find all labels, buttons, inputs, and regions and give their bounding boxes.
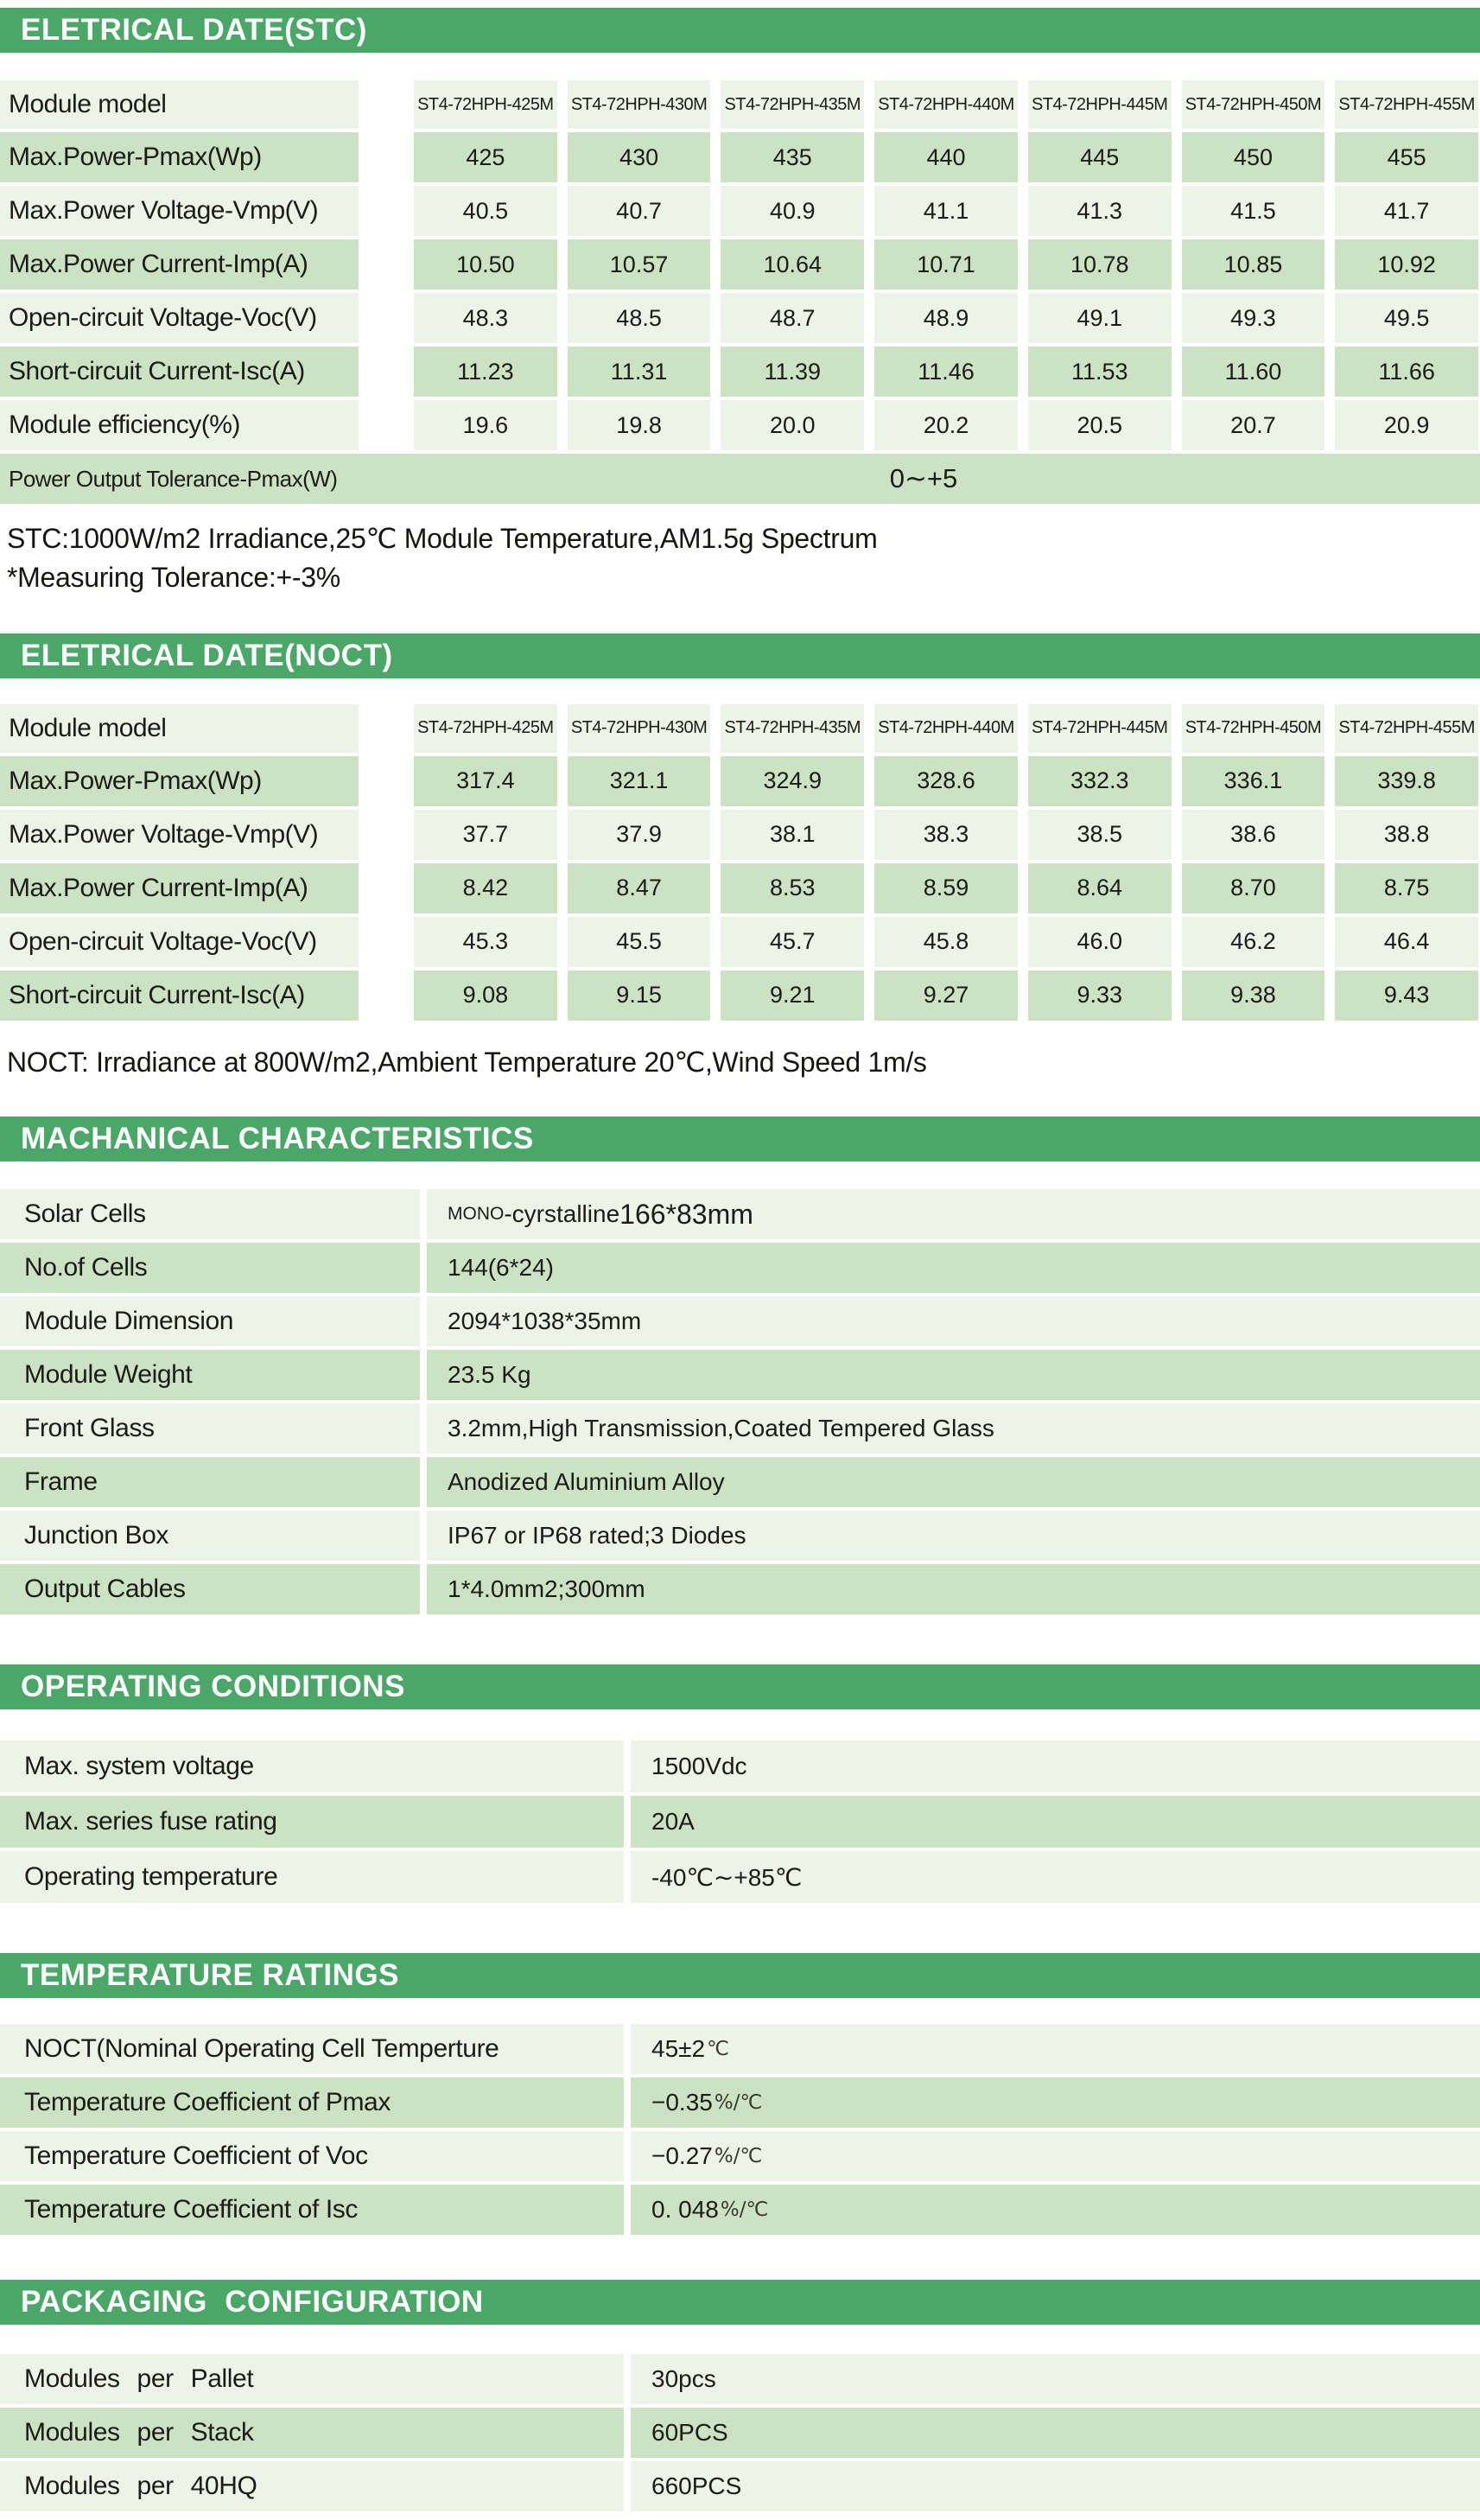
stc-row-isc	[0, 347, 1480, 397]
value-cell: 321.1	[568, 756, 711, 806]
noct-table	[0, 704, 1480, 1021]
mech-row-junction-box	[0, 1511, 1480, 1561]
op-row-temperature	[0, 1851, 1480, 1903]
op-row-fuse	[0, 1796, 1480, 1848]
noct-row-voc	[0, 917, 1480, 967]
stc-notes	[0, 519, 1480, 598]
value-cell: 8.47	[568, 863, 711, 913]
value-cell: 9.21	[721, 970, 864, 1021]
value-cell: 46.0	[1028, 917, 1172, 967]
packaging-table	[0, 2354, 1480, 2511]
value-cell: 46.4	[1335, 917, 1478, 967]
section-header-temperature	[0, 1953, 1480, 1998]
value-cell: 20.2	[874, 400, 1018, 450]
row-label: Temperature Coefficient of Voc	[0, 2131, 624, 2181]
stc-row-vmp	[0, 186, 1480, 236]
value-cell: 660PCS	[631, 2461, 1480, 2511]
value-cell: 9.43	[1335, 970, 1478, 1021]
noct-row-imp	[0, 863, 1480, 913]
mech-row-weight	[0, 1350, 1480, 1400]
value-cell: 2094*1038*35mm	[427, 1296, 1480, 1346]
value-cell: 11.60	[1182, 347, 1325, 397]
value-cell: 9.27	[874, 970, 1018, 1021]
row-label: Max.Power Current-Imp(A)	[0, 239, 359, 290]
row-label: No.of Cells	[0, 1243, 420, 1293]
row-label: Max.Power-Pmax(Wp)	[0, 756, 359, 806]
noct-notes	[0, 1043, 1480, 1082]
row-label: Max.Power Current-Imp(A)	[0, 863, 359, 913]
value-cell: 10.50	[414, 239, 557, 290]
temperature-table	[0, 2024, 1480, 2235]
row-label: Modules per Pallet	[0, 2354, 624, 2404]
solar-cells-size: 166*83mm	[619, 1198, 753, 1230]
value-cell: 45.3	[414, 917, 557, 967]
noct-row-vmp	[0, 810, 1480, 860]
value-cell: 11.46	[874, 347, 1018, 397]
value-cell: 336.1	[1182, 756, 1325, 806]
section-header-noct	[0, 633, 1480, 678]
model-header: ST4-72HPH-430M	[568, 704, 711, 753]
stc-row-voc	[0, 293, 1480, 343]
value-cell: 41.3	[1028, 186, 1172, 236]
mech-row-front-glass	[0, 1403, 1480, 1454]
value-cell: 9.33	[1028, 970, 1172, 1021]
section-title-operating: OPERATING CONDITIONS	[21, 1670, 405, 1704]
mechanical-table	[0, 1189, 1480, 1614]
value-cell: 8.59	[874, 863, 1018, 913]
value-cell: 425	[414, 132, 557, 182]
temp-row-noct	[0, 2024, 1480, 2074]
value-cell: IP67 or IP68 rated;3 Diodes	[427, 1511, 1480, 1561]
value-cell: 8.53	[721, 863, 864, 913]
row-label: Short-circuit Current-Isc(A)	[0, 970, 359, 1021]
value-cell: 10.57	[568, 239, 711, 290]
value-cell: 49.1	[1028, 293, 1172, 343]
row-label: Temperature Coefficient of Isc	[0, 2185, 624, 2235]
value-cell: 20.0	[721, 400, 864, 450]
section-header-operating	[0, 1664, 1480, 1709]
value-cell: 40.7	[568, 186, 711, 236]
row-label: Output Cables	[0, 1564, 420, 1614]
section-title-mechanical: MACHANICAL CHARACTERISTICS	[21, 1122, 534, 1156]
value-cell: 455	[1335, 132, 1478, 182]
stc-header-row	[0, 80, 1480, 129]
row-label: Max.Power Voltage-Vmp(V)	[0, 810, 359, 860]
value-cell: 9.15	[568, 970, 711, 1021]
section-title-stc: ELETRICAL DATE(STC)	[21, 13, 367, 47]
value-cell: 38.5	[1028, 810, 1172, 860]
value-cell: 37.9	[568, 810, 711, 860]
value-cell: 3.2mm,High Transmission,Coated Tempered Glass	[427, 1403, 1480, 1454]
value-cell: 10.92	[1335, 239, 1478, 290]
value-cell	[427, 1189, 1480, 1239]
value-cell: 450	[1182, 132, 1325, 182]
mech-row-output-cables	[0, 1564, 1480, 1614]
value-cell: 10.85	[1182, 239, 1325, 290]
temp-value: 0. 048	[651, 2196, 719, 2224]
value-cell: 440	[874, 132, 1018, 182]
temp-row-voc-coeff	[0, 2131, 1480, 2181]
row-label: Max.Power Voltage-Vmp(V)	[0, 186, 359, 236]
value-cell: 9.08	[414, 970, 557, 1021]
value-cell: 41.7	[1335, 186, 1478, 236]
row-label: Operating temperature	[0, 1851, 624, 1903]
value-cell: 10.71	[874, 239, 1018, 290]
value-cell: 445	[1028, 132, 1172, 182]
temp-row-pmax-coeff	[0, 2078, 1480, 2128]
noct-header-row	[0, 704, 1480, 753]
solar-cells-mono: MONO	[448, 1204, 505, 1225]
value-cell: 8.64	[1028, 863, 1172, 913]
row-label: Temperature Coefficient of Pmax	[0, 2078, 624, 2128]
section-header-mechanical	[0, 1117, 1480, 1161]
value-cell: 435	[721, 132, 864, 182]
value-cell: 37.7	[414, 810, 557, 860]
row-label: Frame	[0, 1457, 420, 1507]
pack-row-pallet	[0, 2354, 1480, 2404]
row-label: NOCT(Nominal Operating Cell Temperture	[0, 2024, 624, 2074]
row-label: Short-circuit Current-Isc(A)	[0, 347, 359, 397]
model-header: ST4-72HPH-435M	[721, 704, 864, 753]
mech-row-frame	[0, 1457, 1480, 1507]
value-cell: 41.1	[874, 186, 1018, 236]
value-cell: 19.6	[414, 400, 557, 450]
model-header: ST4-72HPH-445M	[1028, 80, 1172, 129]
model-header: ST4-72HPH-450M	[1182, 80, 1325, 129]
temp-row-isc-coeff	[0, 2185, 1480, 2235]
temp-value: −0.35	[651, 2089, 713, 2116]
section-title-temperature: TEMPERATURE RATINGS	[21, 1958, 399, 1993]
row-label: Open-circuit Voltage-Voc(V)	[0, 917, 359, 967]
value-cell: 49.5	[1335, 293, 1478, 343]
section-title-packaging: PACKAGING CONFIGURATION	[21, 2285, 484, 2320]
noct-note: NOCT: Irradiance at 800W/m2,Ambient Temperature 20℃,Wind Speed 1m/s	[7, 1046, 927, 1078]
value-cell: 23.5 Kg	[427, 1350, 1480, 1400]
section-title-noct: ELETRICAL DATE(NOCT)	[21, 638, 393, 672]
op-row-voltage	[0, 1740, 1480, 1792]
temp-unit: ℃	[707, 2038, 729, 2061]
value-cell	[631, 2131, 1480, 2181]
value-cell: 339.8	[1335, 756, 1478, 806]
value-cell: 41.5	[1182, 186, 1325, 236]
value-cell: 1500Vdc	[631, 1740, 1480, 1792]
value-cell: 20A	[631, 1796, 1480, 1848]
mech-row-dimension	[0, 1296, 1480, 1346]
section-header-packaging	[0, 2280, 1480, 2325]
value-cell: 11.23	[414, 347, 557, 397]
model-header: ST4-72HPH-455M	[1335, 80, 1478, 129]
value-cell	[631, 2024, 1480, 2074]
row-label: Module model	[0, 80, 359, 129]
value-cell: 38.3	[874, 810, 1018, 860]
row-label: Modules per 40HQ	[0, 2461, 624, 2511]
row-label: Max. series fuse rating	[0, 1796, 624, 1848]
tolerance-value: 0∼+5	[889, 463, 958, 493]
stc-row-imp	[0, 239, 1480, 290]
value-cell: 48.7	[721, 293, 864, 343]
value-cell: 11.39	[721, 347, 864, 397]
mech-row-cells	[0, 1243, 1480, 1293]
noct-row-isc	[0, 970, 1480, 1021]
row-label: Max.Power-Pmax(Wp)	[0, 132, 359, 182]
value-cell	[631, 2185, 1480, 2235]
model-header: ST4-72HPH-445M	[1028, 704, 1172, 753]
value-cell: 60PCS	[631, 2408, 1480, 2458]
value-cell: 40.5	[414, 186, 557, 236]
stc-note-1: STC:1000W/m2 Irradiance,25℃ Module Temperature,AM1.5g Spectrum	[7, 523, 878, 554]
value-cell: 38.8	[1335, 810, 1478, 860]
pack-row-stack	[0, 2408, 1480, 2458]
model-header: ST4-72HPH-440M	[874, 704, 1018, 753]
value-cell: 1*4.0mm2;300mm	[427, 1564, 1480, 1614]
row-label: Module Weight	[0, 1350, 420, 1400]
row-label: Power Output Tolerance-Pmax(W)	[9, 465, 338, 492]
row-label: Module efficiency(%)	[0, 400, 359, 450]
model-header: ST4-72HPH-450M	[1182, 704, 1325, 753]
value-cell	[631, 2078, 1480, 2128]
section-header-stc	[0, 8, 1480, 53]
value-cell: 20.5	[1028, 400, 1172, 450]
value-cell: 11.31	[568, 347, 711, 397]
row-label: Module Dimension	[0, 1296, 420, 1346]
stc-row-pmax	[0, 132, 1480, 182]
value-cell: 8.42	[414, 863, 557, 913]
value-cell: 30pcs	[631, 2354, 1480, 2404]
temp-unit: %/℃	[720, 2199, 769, 2222]
value-cell: 46.2	[1182, 917, 1325, 967]
model-header: ST4-72HPH-425M	[414, 80, 557, 129]
row-label: Max. system voltage	[0, 1740, 624, 1792]
value-cell: 328.6	[874, 756, 1018, 806]
value-cell: 20.7	[1182, 400, 1325, 450]
stc-note-2: *Measuring Tolerance:+-3%	[7, 562, 340, 594]
value-cell: 144(6*24)	[427, 1243, 1480, 1293]
row-label: Front Glass	[0, 1403, 420, 1454]
value-cell: 45.8	[874, 917, 1018, 967]
value-cell: 20.9	[1335, 400, 1478, 450]
value-cell: 38.6	[1182, 810, 1325, 860]
value-cell: 430	[568, 132, 711, 182]
stc-row-tolerance	[0, 454, 1480, 504]
noct-row-pmax	[0, 756, 1480, 806]
row-label: Modules per Stack	[0, 2408, 624, 2458]
temp-unit: %/℃	[714, 2145, 763, 2168]
value-cell: 11.53	[1028, 347, 1172, 397]
value-cell: -40℃∼+85℃	[631, 1851, 1480, 1903]
value-cell: 8.70	[1182, 863, 1325, 913]
value-cell: 48.9	[874, 293, 1018, 343]
model-header: ST4-72HPH-455M	[1335, 704, 1478, 753]
model-header: ST4-72HPH-440M	[874, 80, 1018, 129]
value-cell: 45.5	[568, 917, 711, 967]
solar-cells-type: -cyrstalline	[504, 1200, 620, 1228]
temp-value: −0.27	[651, 2142, 713, 2170]
value-cell: 11.66	[1335, 347, 1478, 397]
model-header: ST4-72HPH-425M	[414, 704, 557, 753]
stc-row-efficiency	[0, 400, 1480, 450]
row-label: Junction Box	[0, 1511, 420, 1561]
value-cell: 317.4	[414, 756, 557, 806]
value-cell: 49.3	[1182, 293, 1325, 343]
stc-table	[0, 80, 1480, 504]
operating-table	[0, 1740, 1480, 1903]
mech-row-solar-cells	[0, 1189, 1480, 1239]
value-cell: 10.78	[1028, 239, 1172, 290]
pack-row-40hq	[0, 2461, 1480, 2511]
value-cell: 332.3	[1028, 756, 1172, 806]
model-header: ST4-72HPH-435M	[721, 80, 864, 129]
value-cell: 324.9	[721, 756, 864, 806]
value-cell: 48.5	[568, 293, 711, 343]
temp-value: 45±2	[651, 2035, 706, 2063]
temp-unit: %/℃	[714, 2091, 763, 2115]
value-cell: 38.1	[721, 810, 864, 860]
row-label: Open-circuit Voltage-Voc(V)	[0, 293, 359, 343]
row-label: Solar Cells	[0, 1189, 420, 1239]
value-cell: 10.64	[721, 239, 864, 290]
value-cell: 8.75	[1335, 863, 1478, 913]
row-label: Module model	[0, 704, 359, 753]
value-cell: Anodized Aluminium Alloy	[427, 1457, 1480, 1507]
model-header: ST4-72HPH-430M	[568, 80, 711, 129]
value-cell: 40.9	[721, 186, 864, 236]
value-cell: 19.8	[568, 400, 711, 450]
value-cell: 45.7	[721, 917, 864, 967]
value-cell: 48.3	[414, 293, 557, 343]
value-cell: 9.38	[1182, 970, 1325, 1021]
